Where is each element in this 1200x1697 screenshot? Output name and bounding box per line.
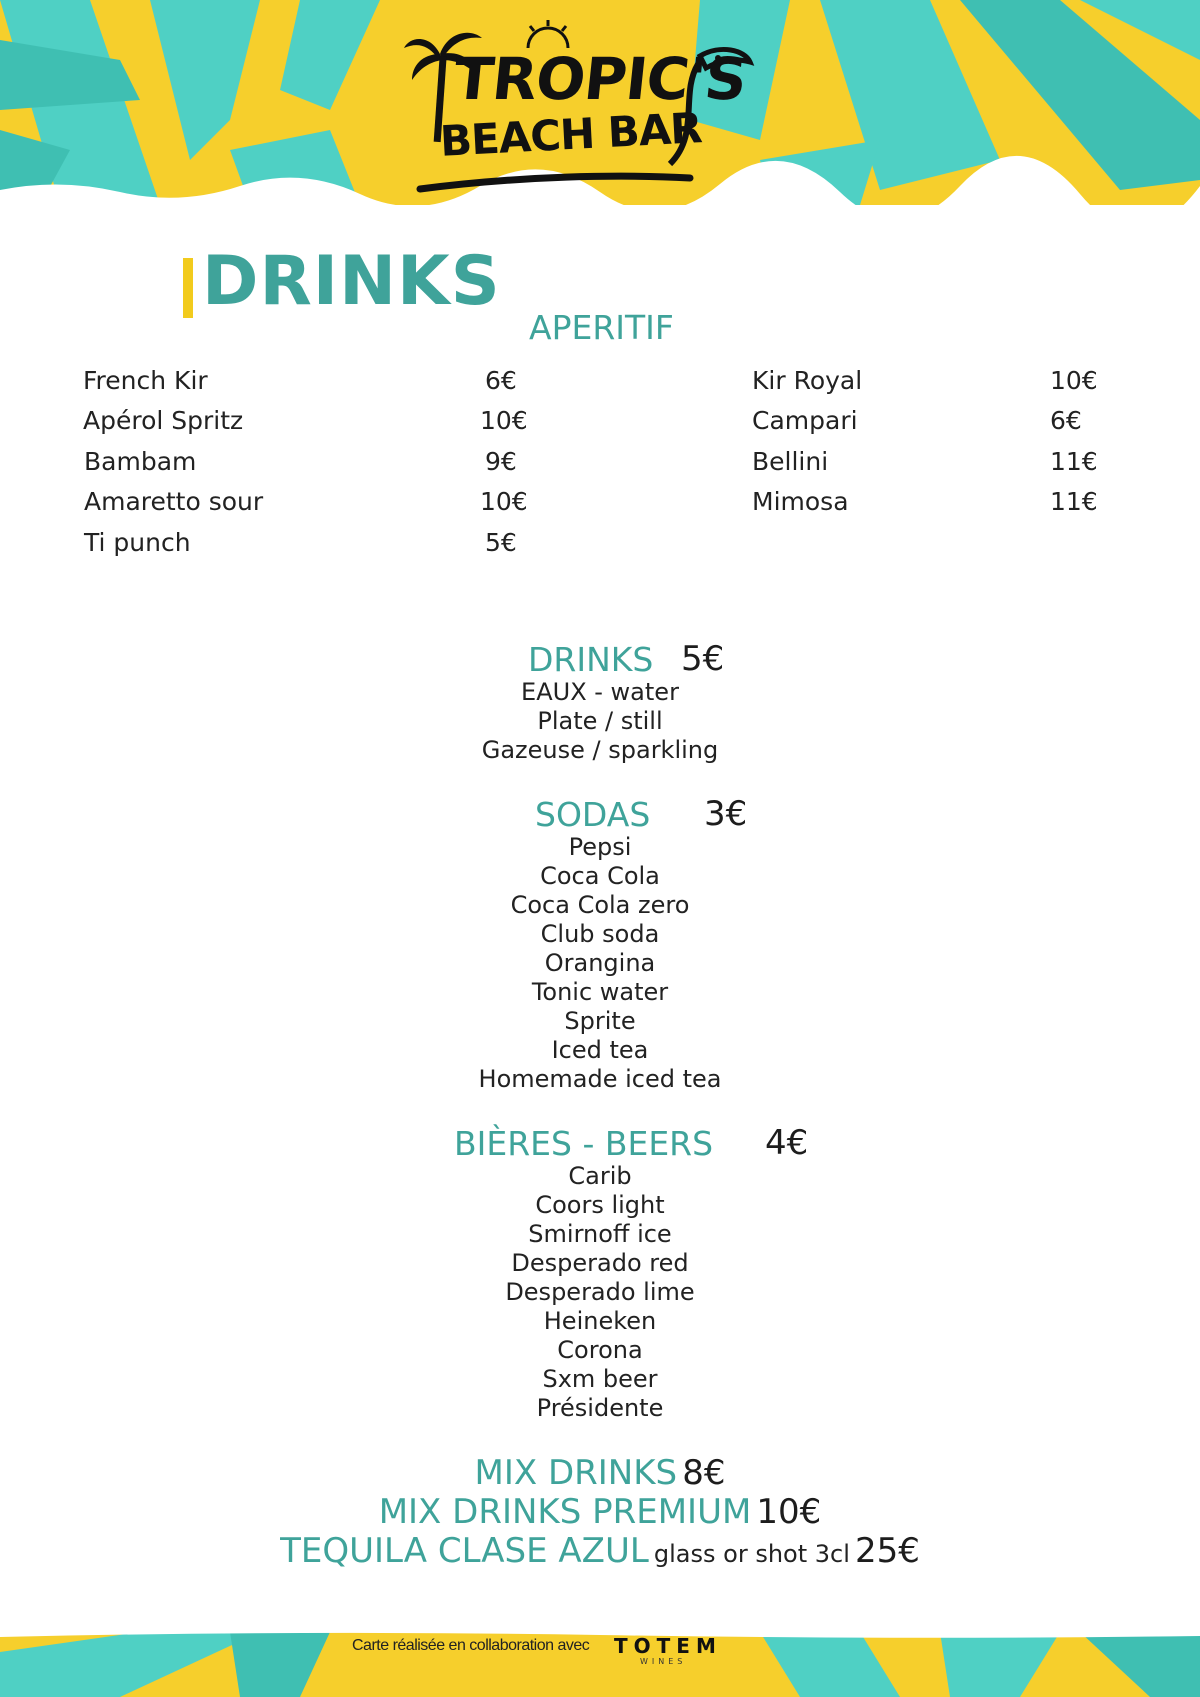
aperitif-item-name: Campari — [752, 406, 858, 435]
footer-brand-sub: WINES — [640, 1657, 687, 1666]
list-item: Présidente — [536, 1394, 664, 1422]
mix-drinks-premium-row — [0, 1492, 1200, 1532]
list-item: Sxm beer — [542, 1365, 658, 1393]
tequila-price: 25€ — [854, 1531, 920, 1571]
list-item: Smirnoff ice — [528, 1220, 672, 1248]
tequila-label: TEQUILA CLASE AZUL — [280, 1531, 649, 1571]
footer-brand-logo: TOTEM — [614, 1634, 722, 1658]
sodas-section-price: 3€ — [704, 794, 748, 834]
list-item: Pepsi — [568, 833, 632, 861]
aperitif-item-name: Bambam — [84, 447, 197, 476]
aperitif-item-name: Bellini — [752, 447, 829, 476]
aperitif-item-name: Ti punch — [84, 528, 191, 557]
drinks-section-title: DRINKS — [528, 640, 654, 679]
aperitif-item-name: Mimosa — [752, 487, 849, 516]
mix-drinks-price: 8€ — [682, 1453, 726, 1493]
list-item: Gazeuse / sparkling — [481, 736, 719, 764]
tequila-row — [0, 1531, 1200, 1571]
aperitif-item-price: 10€ — [480, 406, 528, 435]
list-item: Sprite — [564, 1007, 636, 1035]
list-item: Coors light — [535, 1191, 665, 1219]
list-item: Homemade iced tea — [478, 1065, 722, 1093]
list-item: Carib — [568, 1162, 632, 1190]
list-item: Orangina — [544, 949, 656, 977]
mix-drinks-premium-price: 10€ — [756, 1492, 822, 1532]
heading-accent-bar — [183, 258, 193, 318]
list-item: Corona — [557, 1336, 643, 1364]
bottom-banner — [0, 1632, 1200, 1697]
aperitif-item-name: Kir Royal — [752, 366, 863, 395]
list-item: Tonic water — [531, 978, 669, 1006]
list-item: Plate / still — [537, 707, 663, 735]
logo-line2: BEACH BAR — [438, 103, 703, 166]
aperitif-item-price: 10€ — [1050, 366, 1098, 395]
aperitif-item-price: 10€ — [480, 487, 528, 516]
mix-drinks-label: MIX DRINKS — [474, 1453, 678, 1493]
footer-text: Carte réalisée en collaboration avec — [352, 1637, 590, 1654]
page-title: DRINKS — [202, 242, 501, 321]
logo-line1: TROPIC'S — [450, 45, 750, 113]
logo — [400, 14, 760, 199]
beers-list — [300, 1162, 900, 1423]
list-item: Desperado lime — [505, 1278, 695, 1306]
aperitif-item-name: French Kir — [83, 366, 208, 395]
aperitif-item-price: 9€ — [485, 447, 517, 476]
aperitif-item-price: 11€ — [1050, 487, 1098, 516]
drinks-list — [300, 678, 900, 765]
list-item: Iced tea — [551, 1036, 649, 1064]
drinks-section-price: 5€ — [681, 639, 725, 679]
aperitif-item-name: Amaretto sour — [84, 487, 264, 516]
list-item: Coca Cola — [540, 862, 660, 890]
aperitif-item-price: 11€ — [1050, 447, 1098, 476]
mix-drinks-row — [0, 1453, 1200, 1493]
list-item: EAUX - water — [521, 678, 679, 706]
aperitif-item-name: Apérol Spritz — [83, 406, 244, 435]
aperitif-item-price: 6€ — [485, 366, 517, 395]
list-item: Desperado red — [511, 1249, 689, 1277]
aperitif-item-price: 6€ — [1050, 406, 1082, 435]
sodas-list — [300, 833, 900, 1094]
aperitif-item-price: 5€ — [485, 528, 517, 557]
tequila-note: glass or shot 3cl — [653, 1540, 850, 1568]
list-item: Coca Cola zero — [510, 891, 690, 919]
list-item: Club soda — [540, 920, 660, 948]
aperitif-title: APERITIF — [529, 308, 674, 347]
umbrella-stripes-bottom — [0, 1632, 1200, 1697]
beers-section-title: BIÈRES - BEERS — [454, 1124, 714, 1163]
mix-drinks-premium-label: MIX DRINKS PREMIUM — [378, 1492, 752, 1532]
beers-section-price: 4€ — [765, 1123, 809, 1163]
list-item: Heineken — [543, 1307, 657, 1335]
sodas-section-title: SODAS — [535, 795, 651, 834]
